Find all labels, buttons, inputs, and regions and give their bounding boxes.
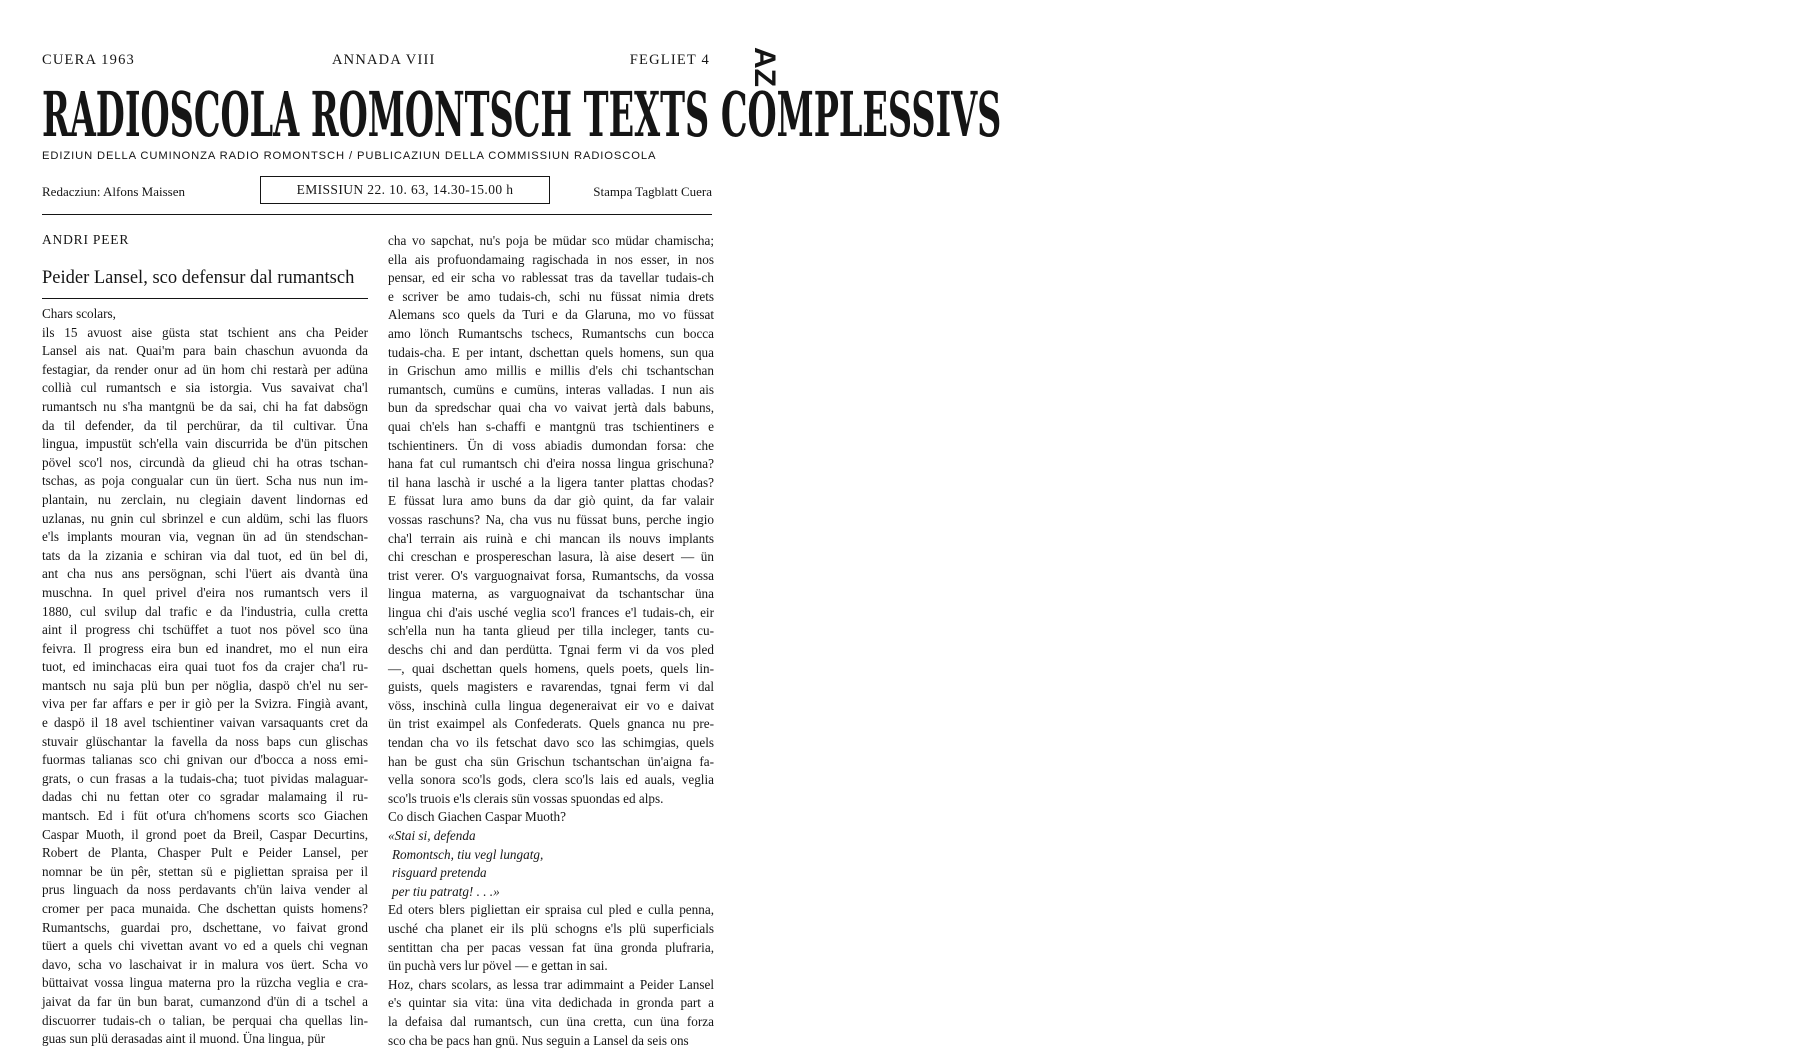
text-line: plantain, nu zerclain, nu clegiain davent lindornas ed: [42, 491, 368, 507]
title-divider: [42, 298, 368, 299]
text-line: Alemans sco quels da Turi e da Glaruna, mo vo füssat: [388, 307, 714, 323]
text-line: lingua materna, as varguognaivat da tschantschar üna: [388, 586, 714, 602]
text-line: pensar, ed eir scha vo rablessat tras da tavellar tudais-ch: [388, 270, 714, 286]
text-line: fuormas talianas sco chi gnivan our d'bocca a noss emi-: [42, 752, 368, 768]
text-line: tschientiners. Ün di voss abiadis dumondan forsa: che: [388, 437, 714, 453]
poem-line: risguard pretenda: [392, 865, 487, 881]
volume-number: ANNADA VIII: [332, 52, 436, 68]
text-line: deschs chi and dan perdütta. Tgnai ferm vi da vos pled: [388, 642, 714, 658]
left-column: [42, 232, 368, 1049]
text-line: guas sun plü derasadas aint il muond. Üna lingua, pür: [42, 1031, 326, 1047]
poem-quote: [388, 827, 714, 901]
text-line: discuorrer tudais-ch o talian, be perquai cha quellas lin-: [42, 1012, 368, 1028]
text-line: vossas raschuns? Na, cha vus nu füssat buns, perche ingio: [388, 511, 714, 527]
text-line: festagiar, da render onur ad ün hom chi restarà per adüna: [42, 361, 368, 377]
text-line: han be gust cha sün Grischun tschantschan ün'aigna fa-: [388, 753, 714, 769]
text-line: ant cha nus ans persögnan, schi l'üert ais dvantà üna: [42, 566, 368, 582]
text-line: cromer per paca munaida. Che dschettan quists homens?: [42, 901, 368, 916]
place-year: CUERA 1963: [42, 52, 135, 68]
right-column: [388, 232, 714, 1050]
text-line: nomnar be ün pêr, stettan sü e pigliettan spraisa per il: [42, 863, 368, 879]
right-column-body-bottom: [388, 901, 714, 1050]
text-line: cha vo sapchat, nu's poja be müdar sco müdar chamischa;: [388, 233, 714, 248]
text-line: aint il progress chi tschüffet a tuot nos pövel sco üna: [42, 622, 368, 638]
text-line: sch'ella nun ha tanta glieud per tilla incleger, tants cu-: [388, 623, 714, 639]
text-line: vöss, inschinà culla lingua degeneraivat eir vo e daivat: [388, 697, 714, 713]
text-line: bun da spredschar quai cha vo vaivat jertà dals babuns,: [388, 400, 714, 416]
text-line: ün puchà vers lur pövel — e gettan in sai.: [388, 958, 608, 974]
masthead-text: RADIOSCOLA ROMONTSCH TEXTS COMPLESSIVS: [42, 78, 1002, 151]
text-line: feivra. Il progress eira bun ed inandret, mo el nun eira: [42, 640, 368, 656]
text-line: Hoz, chars scolars, as lessa trar adimmaint a Peider Lansel: [388, 976, 714, 992]
text-line: usché cha planet eir ils plü schogns e'ls plü superficials: [388, 920, 714, 936]
poem-line: Romontsch, tiu vegl lungatg,: [392, 846, 544, 862]
text-line: trist verer. O's varguognaivat forsa, Rumantschs, da vossa: [388, 567, 714, 583]
text-line: quai ch'els han s-chaffi e mantgnü tras tschientiners e: [388, 418, 714, 434]
text-line: vella sonora sco'ls gods, clera sco'ls lais ed auals, veglia: [388, 772, 714, 788]
text-line: e's quintar sia vita: üna vita dedichada in gronda part a: [388, 995, 714, 1011]
text-line: ils 15 avuost aise güsta stat tschient ans cha Peider: [42, 324, 368, 340]
text-line: mantsch nu saja plü bun per nöglia, daspö ch'el nu ser-: [42, 677, 368, 693]
text-line: tschas, as poja congualar cun ün üert. Scha nus nun im-: [42, 473, 368, 489]
text-line: prus linguach da noss perdavants ch'ün laiva vender al: [42, 882, 368, 898]
text-line: tüert a quels chi vivettan avant vo ed a quels chi vegnan: [42, 938, 368, 954]
text-line: pövel sco'l nos, circundà da glieud chi ha otras tschan-: [42, 454, 368, 470]
text-line: collià cul rumantsch e sia istorgia. Vus savaivat cha'l: [42, 380, 368, 396]
text-line: til hana laschà ir usché a la ligera tanter plattas chodas?: [388, 474, 714, 490]
text-line: rumantsch nu s'ha mantgnü be da sai, chi ha fat dabsögn: [42, 398, 368, 414]
text-line: grats, o cun frasas a la tudais-cha; tuot pividas malaguar-: [42, 770, 368, 786]
text-line: lingua, impustüt sch'ella vain discurrida be d'ün pitschen: [42, 436, 368, 452]
text-line: muschna. In quel privel d'eira nos rumantsch vers il: [42, 584, 368, 600]
text-line: Lansel ais nat. Quai'm para bain chaschun avuonda da: [42, 343, 368, 359]
masthead-title: [42, 78, 1002, 151]
text-line: sentittan cha per pacas vessan fat üna gronda plufraria,: [388, 939, 714, 955]
left-column-body: [42, 324, 368, 1049]
text-line: Rumantschs, guardai pro, dschettane, vo faivat grond: [42, 919, 368, 935]
editor-credit: Redacziun: Alfons Maissen: [42, 184, 185, 199]
text-line: davo, scha vo laschaivat ir in malura vos üert. Scha vo: [42, 956, 368, 972]
side-mark: AZ: [748, 47, 781, 87]
text-line: Ed oters blers pigliettan eir spraisa cul pled e culla penna,: [388, 902, 714, 918]
text-line: büttaivat vossa lingua materna pro la rüzcha veglia e cra-: [42, 975, 368, 991]
text-line: cha'l terrain ais ruinà e chi mancan ils nouvs implants: [388, 530, 714, 546]
text-line: uzlanas, nu gnin cul sbrinzel e cun aldüm, schi las fluors: [42, 510, 368, 526]
emission-box: EMISSIUN 22. 10. 63, 14.30-15.00 h: [260, 176, 550, 204]
text-line: 1880, cul svilup dal trafic e da l'industria, culla cretta: [42, 603, 368, 619]
publisher-subtitle: EDIZIUN DELLA CUMINONZA RADIO ROMONTSCH / PUBLICAZIUN DELLA COMMISSIUN RADIOSCOLA: [42, 150, 657, 162]
sheet-number: FEGLIET 4: [629, 52, 710, 68]
poem-line: «Stai si, defenda: [388, 828, 476, 843]
text-line: e scriver be amo tudais-ch, schi nu füssat nimia drets: [388, 288, 714, 304]
text-line: tats da la zizania e schiran via dal tuot, ed ün bel di,: [42, 547, 368, 563]
text-line: tuot, ed iminchacas eira quai tuot fos da crajer cha'l ru-: [42, 659, 368, 675]
text-line: E füssat lura amo buns da dar giò quint, da far valair: [388, 493, 714, 509]
text-line: e daspö il 18 avel tschientiner vaivan varsaquants cret da: [42, 715, 368, 731]
text-line: amo lönch Rumantschs tschecs, Rumantschs cun bocca: [388, 325, 714, 341]
header-divider: [42, 214, 712, 215]
text-line: jaivat da far ün bun barat, cumanzond d'ün di a tschel a: [42, 993, 368, 1009]
article-greeting: Chars scolars,: [42, 306, 116, 321]
text-line: stuvair glüschantar la favella da noss baps cun glischas: [42, 733, 368, 749]
text-line: guists, quels magisters e ravarendas, tgnai ferm vi dal: [388, 679, 714, 695]
text-line: mantsch. Ed i füt ot'ura ch'homens scorts sco Giachen: [42, 808, 368, 824]
text-line: e'ls implants mouran via, vegnan ün ad ün stendschan-: [42, 529, 368, 545]
text-line: chi creschan e prospereschan lasura, là aise desert — ün: [388, 549, 714, 565]
text-line: tudais-cha. E per intant, dschettan quels homens, sun qua: [388, 344, 714, 360]
meta-row: [42, 176, 712, 206]
text-line: tendan cha vo ils fetschat davo sco las schimgias, quels: [388, 735, 714, 751]
text-line: ella ais profuondamaing ragischada in nos esser, in nos: [388, 251, 714, 267]
text-line: dadas chi nu fettan oter co sgradar malamaing il ru-: [42, 789, 368, 805]
text-line: viva per far affars e per ir giò per la Svizra. Fingià avant,: [42, 696, 368, 712]
text-line: Co disch Giachen Caspar Muoth?: [388, 809, 566, 825]
text-line: sco'ls truois e'ls clerais sün vossas spuondas ed alps.: [388, 790, 664, 806]
text-line: sco cha be pacs han gnü. Nus seguin a Lansel da seis ons: [388, 1032, 689, 1048]
text-line: rumantsch, cumüns e cumüns, interas valladas. I nun ais: [388, 381, 714, 397]
text-line: in Grischun amo millis e millis d'els chi tschantschan: [388, 363, 714, 379]
text-line: la defaisa dal rumantsch, cun üna cretta, cun üna forza: [388, 1013, 714, 1029]
article-author: ANDRI PEER: [42, 232, 130, 247]
header-topline: [42, 52, 710, 70]
text-line: hana fat cul rumantsch chi d'eira nossa lingua grischuna?: [388, 456, 714, 472]
text-line: Caspar Muoth, il grond poet da Breil, Caspar Decurtins,: [42, 826, 368, 842]
text-line: lingua chi d'ais usché veglia sco'l frances e'l tudais-ch, eir: [388, 604, 714, 620]
text-line: —, quai dschettan quels homens, quels poets, quels lin-: [388, 660, 714, 676]
text-line: Robert de Planta, Chasper Pult e Peider Lansel, per: [42, 845, 368, 861]
text-line: da til defender, da til perchürar, da til cultivar. Üna: [42, 417, 368, 433]
right-column-body-top: [388, 232, 714, 827]
article-title: Peider Lansel, sco defensur dal rumantsch: [42, 268, 355, 288]
text-line: ün trist exaimpel als Confederats. Quels gnanca nu pre-: [388, 716, 714, 732]
printer-credit: Stampa Tagblatt Cuera: [593, 184, 712, 199]
poem-line: per tiu patratg! . . .»: [392, 883, 500, 899]
